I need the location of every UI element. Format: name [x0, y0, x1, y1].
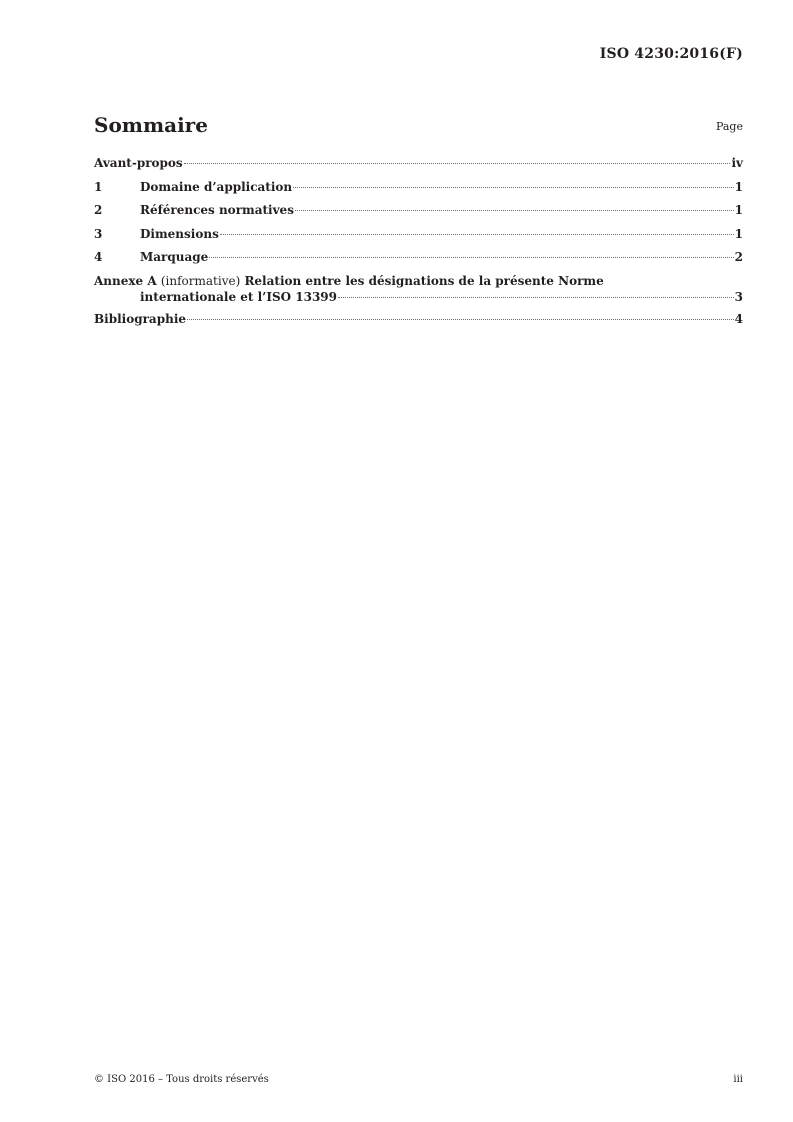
toc-entry-number: 1	[94, 179, 103, 194]
toc-entry-number: 2	[94, 203, 103, 217]
toc-entry-number: 4	[94, 250, 103, 264]
toc-entry-title: Marquage	[140, 250, 209, 264]
toc-title: Sommaire	[94, 113, 208, 137]
page-column-label: Page	[715, 120, 743, 133]
toc-entry-3[interactable]	[94, 227, 743, 251]
leader-dots	[293, 187, 734, 188]
toc-entry-title: Dimensions	[140, 226, 219, 241]
toc-entry-title: Références normatives	[140, 203, 294, 217]
toc-entry-page: 1	[734, 203, 743, 217]
toc-entry-title: Bibliographie	[94, 311, 187, 326]
toc-entry-4[interactable]	[94, 250, 743, 274]
toc-entry-1[interactable]	[94, 180, 743, 204]
toc-entry-avant-propos[interactable]	[94, 156, 743, 180]
leader-dots	[220, 234, 734, 235]
annex-type: (informative)	[160, 273, 241, 288]
annex-title-line1: Relation entre les désignations de la présente Norme	[244, 273, 604, 288]
leader-dots	[209, 257, 733, 258]
toc-entry-page: 1	[734, 226, 743, 241]
toc-entry-page: 1	[734, 179, 743, 194]
annex-label: Annexe A	[94, 273, 157, 288]
footer-copyright: © ISO 2016 – Tous droits réservés	[94, 1074, 269, 1085]
toc-entry-title: Avant-propos	[94, 156, 183, 170]
toc-entry-number: 3	[94, 226, 103, 241]
toc-entry-page: iv	[731, 156, 743, 170]
toc-entry-page: 2	[734, 250, 743, 264]
document-id: ISO 4230:2016(F)	[599, 46, 743, 62]
table-of-contents	[94, 156, 743, 335]
leader-dots	[295, 210, 734, 211]
leader-dots	[184, 163, 731, 164]
annex-continuation-line	[94, 290, 743, 307]
toc-entry-page: 4	[734, 311, 743, 326]
footer-page-number: iii	[733, 1074, 743, 1085]
toc-entry-2[interactable]	[94, 203, 743, 227]
toc-entry-bibliographie[interactable]	[94, 312, 743, 336]
leader-dots	[338, 297, 734, 298]
toc-entry-title: Domaine d’application	[140, 179, 293, 194]
toc-entry-annex-a[interactable]	[94, 274, 743, 307]
annex-title-line2: internationale et l’ISO 13399	[140, 289, 338, 304]
toc-entry-page: 3	[734, 289, 743, 304]
leader-dots	[187, 319, 734, 320]
annex-heading-line	[94, 274, 743, 290]
